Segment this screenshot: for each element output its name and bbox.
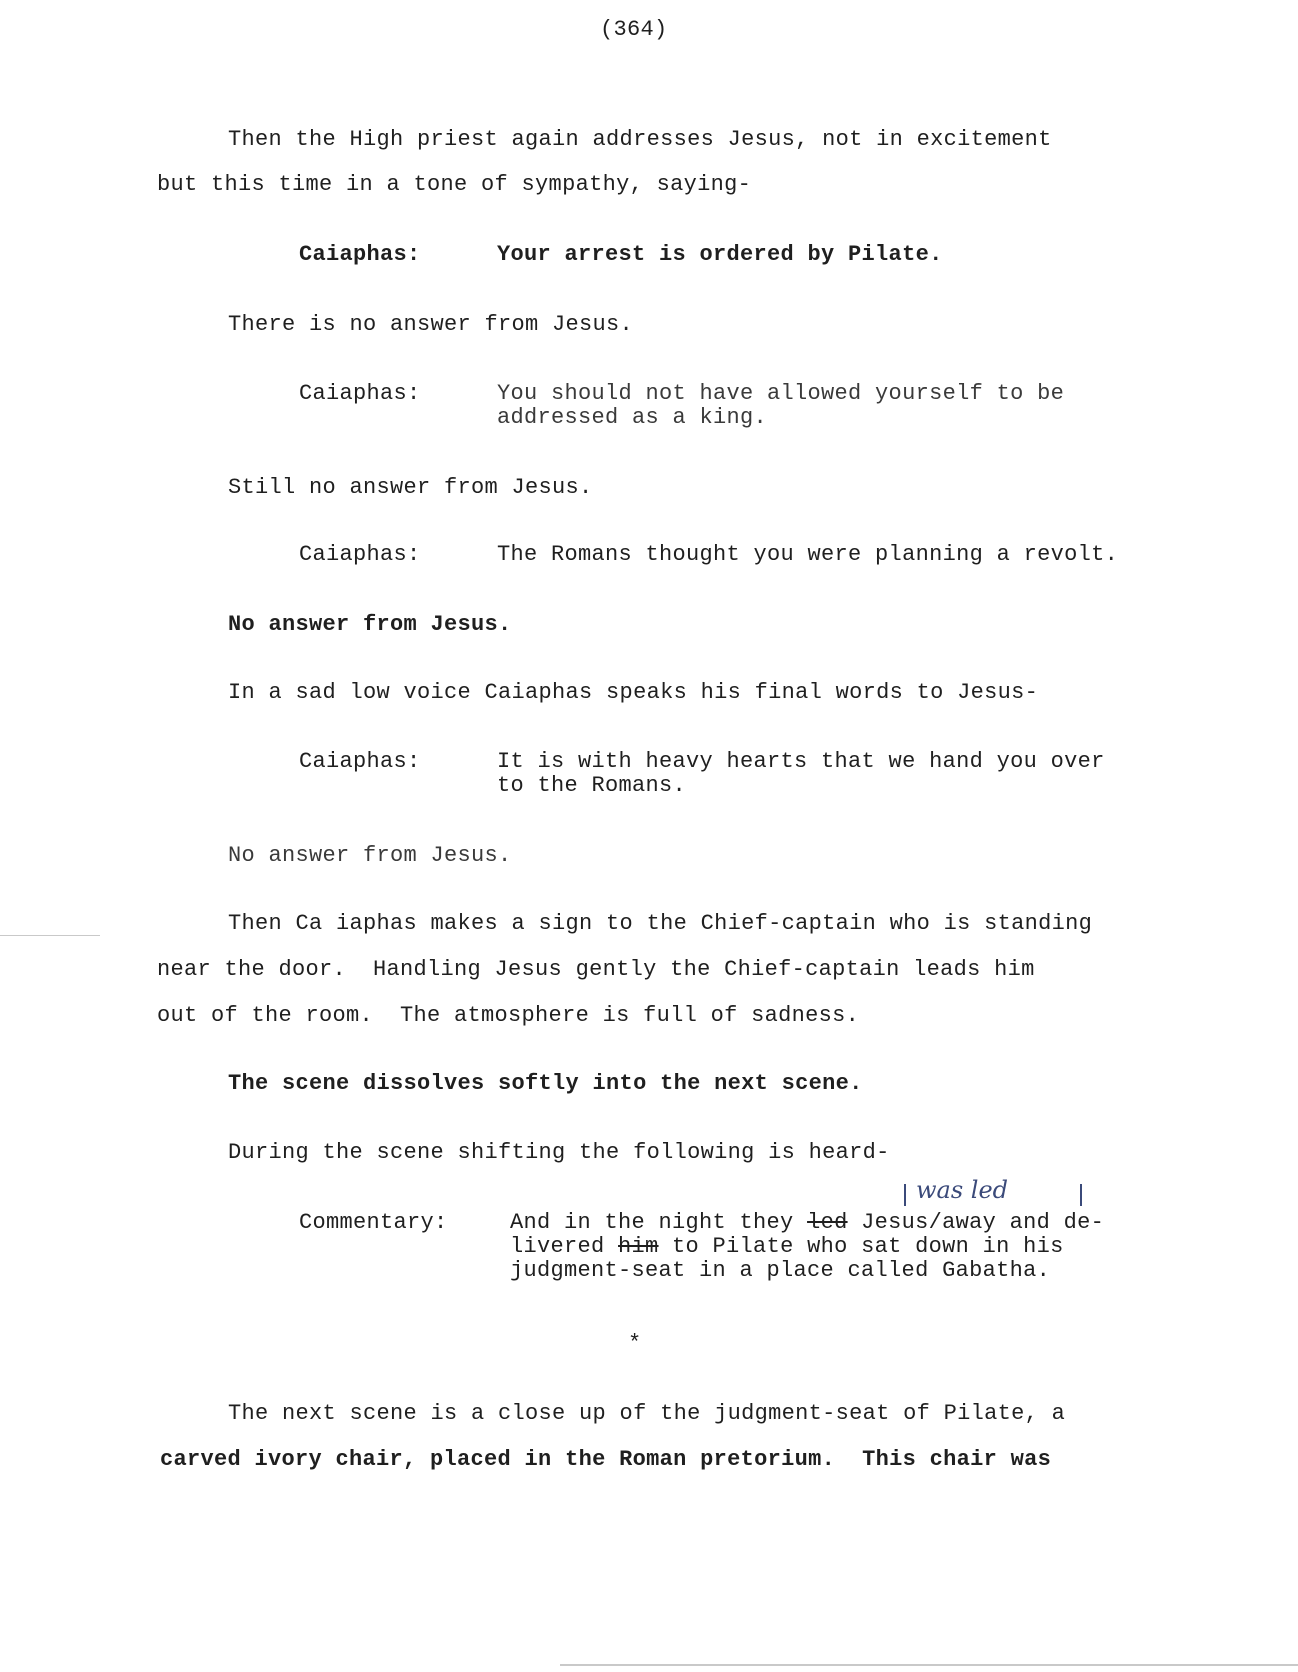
paragraph-line: Still no answer from Jesus. (228, 475, 593, 500)
commentary-text: Jesus/away and de- (847, 1210, 1105, 1235)
paragraph-line: There is no answer from Jesus. (228, 312, 634, 337)
page-number: (364) (600, 17, 668, 42)
handwritten-insertion: was led (916, 1176, 1009, 1204)
dialogue-speaker: Caiaphas: (299, 542, 421, 567)
struck-word: him (618, 1234, 659, 1259)
paragraph-line: The scene dissolves softly into the next scene. (228, 1071, 863, 1096)
dialogue-speaker: Caiaphas: (299, 749, 421, 774)
dialogue-line: It is with heavy hearts that we hand you over (497, 749, 1105, 774)
commentary-text: And in the night they (510, 1210, 808, 1235)
paragraph-line: In a sad low voice Caiaphas speaks his final words to Jesus- (228, 680, 1039, 705)
struck-word: led (807, 1210, 848, 1235)
paragraph-line: During the scene shifting the following is heard- (228, 1140, 890, 1165)
dialogue-speaker: Caiaphas: (299, 242, 421, 267)
dialogue-line: Your arrest is ordered by Pilate. (497, 242, 943, 267)
dialogue-line: You should not have allowed yourself to be (497, 381, 1065, 406)
paragraph-line: near the door. Handling Jesus gently the Chief-captain leads him (157, 957, 1035, 982)
insertion-bracket-left (904, 1184, 906, 1206)
commentary-speaker: Commentary: (299, 1210, 448, 1235)
dialogue-speaker: Caiaphas: (299, 381, 421, 406)
page-edge-shadow (0, 935, 100, 936)
dialogue-line: The Romans thought you were planning a revolt. (497, 542, 1119, 567)
commentary-text: livered (510, 1234, 619, 1259)
paragraph-line: Then Ca iaphas makes a sign to the Chief-captain who is standing (228, 911, 1093, 936)
paragraph-line: No answer from Jesus. (228, 612, 512, 637)
paragraph-line: carved ivory chair, placed in the Roman pretorium. This chair was (160, 1447, 1052, 1472)
dialogue-line: to the Romans. (497, 773, 687, 798)
commentary-line (510, 1211, 1104, 1235)
section-separator: * (628, 1331, 642, 1356)
commentary-line (510, 1235, 1064, 1259)
paragraph-line: but this time in a tone of sympathy, saying- (157, 172, 752, 197)
paragraph-line: No answer from Jesus. (228, 843, 512, 868)
paragraph-line: Then the High priest again addresses Jesus, not in excitement (228, 127, 1052, 152)
page-bottom-edge (560, 1664, 1298, 1666)
commentary-text: to Pilate who sat down in his (658, 1234, 1064, 1259)
paragraph-line: out of the room. The atmosphere is full of sadness. (157, 1003, 860, 1028)
dialogue-line: addressed as a king. (497, 405, 768, 430)
commentary-line: judgment-seat in a place called Gabatha. (510, 1258, 1051, 1283)
paragraph-line: The next scene is a close up of the judgment-seat of Pilate, a (228, 1401, 1066, 1426)
insertion-bracket-right (1080, 1184, 1082, 1206)
